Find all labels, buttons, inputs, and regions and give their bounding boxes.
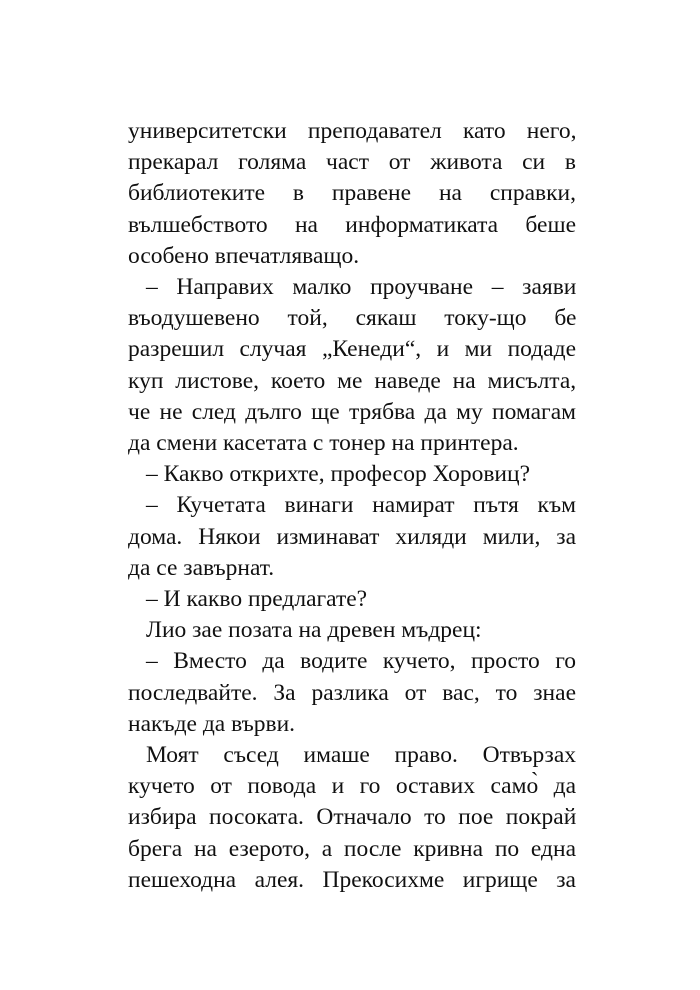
text-line: – Вместо да водите кучето, просто го: [146, 648, 576, 675]
text-line: последвайте. За разлика от вас, то знае: [128, 679, 576, 706]
text-line: – И какво предлагате?: [146, 586, 368, 613]
text-line: разрешил случая „Кенеди“, и ми подаде: [128, 336, 577, 363]
text-line: университетски преподавател като него,: [128, 118, 577, 144]
text-line: особено впечатляващо.: [128, 242, 360, 269]
text-line: – Кучетата винаги намират пътя към: [146, 492, 576, 519]
text-line: избира посоката. Отначало то пое покрай: [128, 804, 577, 831]
text-line: въодушевено той, сякаш току-що бе: [128, 305, 577, 332]
text-line: вълшебството на информатиката беше: [128, 211, 576, 238]
body-text: [128, 116, 576, 896]
text-line: че не след дълго ще трябва да му помагам: [128, 398, 576, 425]
text-line: – Какво открихте, професор Хоровиц?: [146, 461, 531, 488]
text-line: Моят съсед имаше право. Отвързах: [146, 742, 576, 769]
text-line: да се завърнат.: [128, 554, 275, 581]
text-line: накъде да върви.: [128, 710, 296, 737]
text-line: библиотеките в правене на справки,: [128, 180, 576, 207]
text-line: Лио зае позата на древен мъдрец:: [146, 617, 482, 644]
text-line: брега на езерото, а после кривна по една: [128, 835, 576, 862]
text-line: – Направих малко проучване – заяви: [146, 274, 577, 301]
text-line: да смени касетата с тонер на принтера.: [128, 430, 519, 457]
text-line: дома. Някои изминават хиляди мили, за: [128, 523, 576, 550]
text-line: прекарал голяма част от живота си в: [128, 149, 576, 176]
text-line: пешеходна алея. Прекосихме игрище за: [128, 866, 576, 893]
text-line: кучето от повода и го оставих само̀ да: [128, 773, 577, 800]
text-line: куп листове, което ме наведе на мисълта,: [128, 367, 577, 394]
